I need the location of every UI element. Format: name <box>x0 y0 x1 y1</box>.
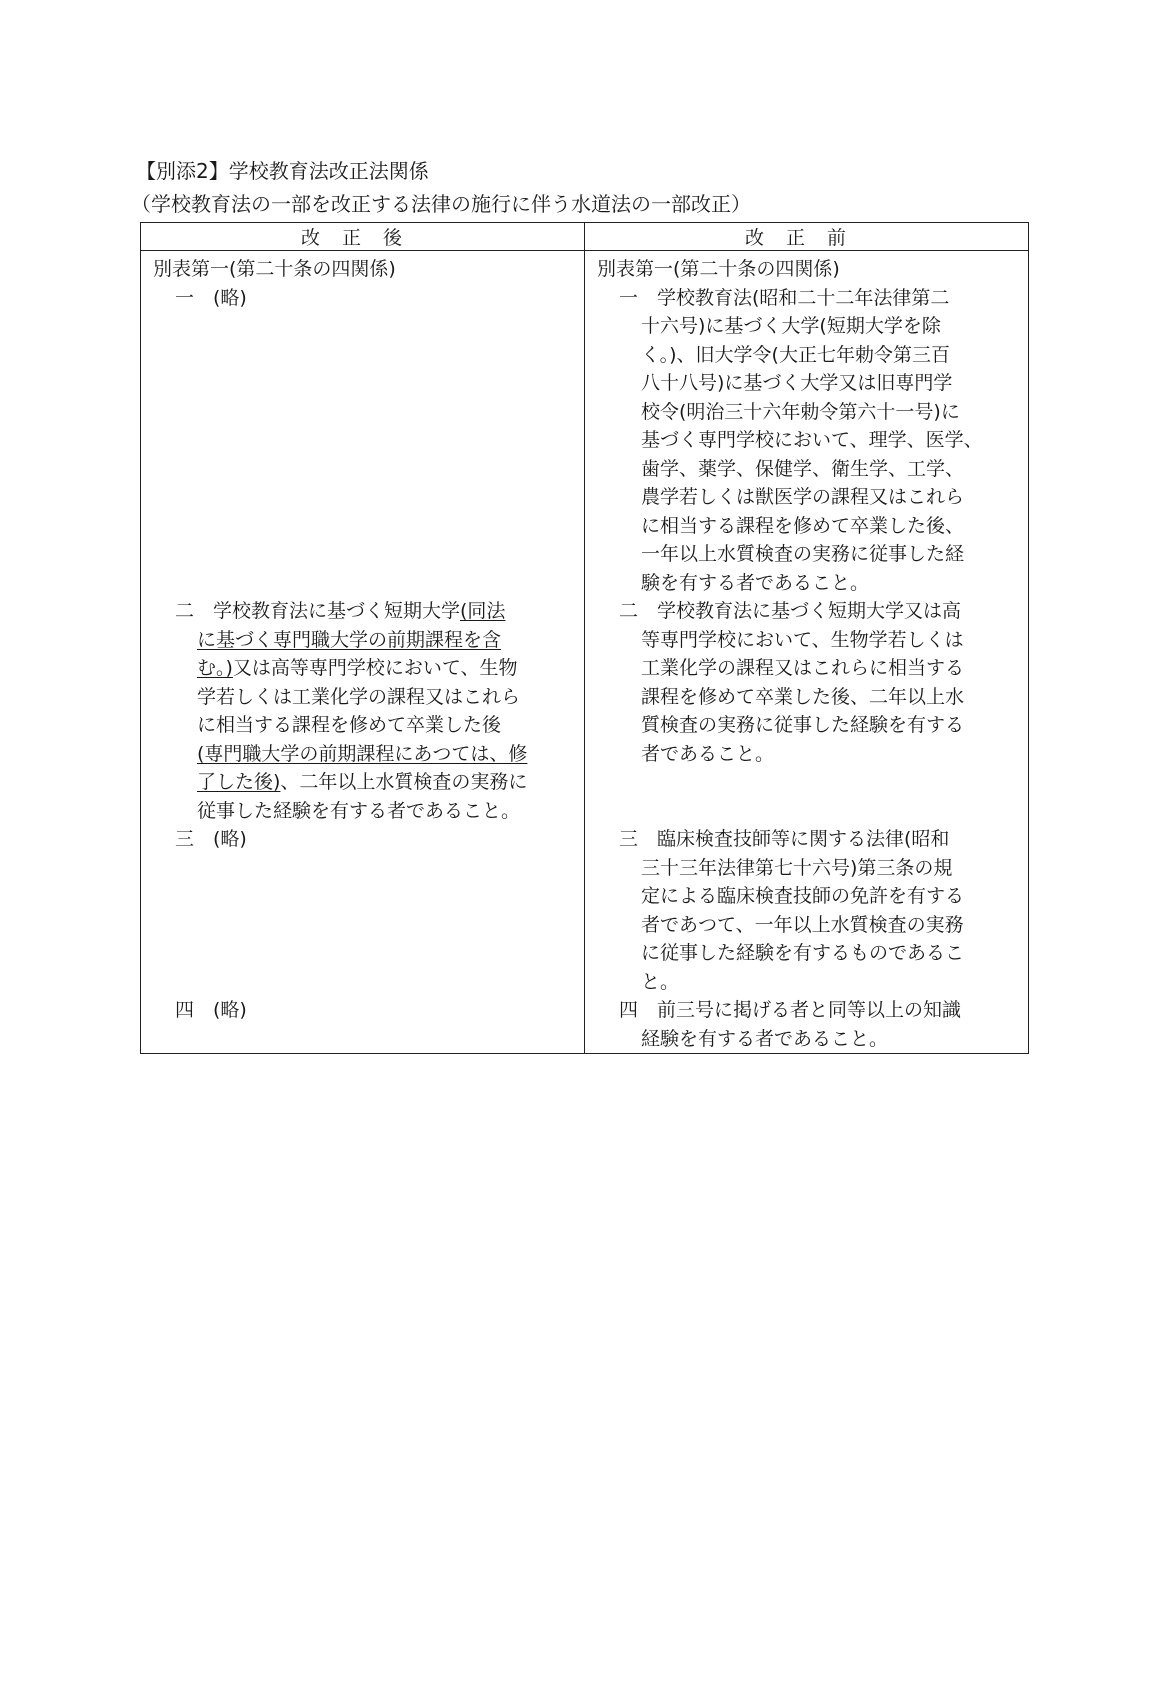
before-caption: 別表第一(第二十条の四関係) <box>597 258 840 280</box>
amended-text: (同法 <box>460 600 506 622</box>
after-item-2: 二 学校教育法に基づく短期大学(同法 に基づく専門職大学の前期課程を含 む。)又は高等専門学校において、生物 学若しくは工業化学の課程又はこれら に相当する課程を修めて卒業した後 (専門職大学の前期課程にあつては、修 了した後)、二年以上水質検査の実務に 従事した経験を有する者であること。 <box>175 600 528 822</box>
before-column <box>585 251 1029 1054</box>
amended-text: む。) <box>197 657 233 679</box>
table-body-row <box>141 251 1029 1054</box>
amended-text: 了した後) <box>197 771 281 793</box>
after-item-3: 三 (略) <box>175 828 247 850</box>
amended-text: (専門職大学の前期課程にあつては、修 <box>197 742 528 765</box>
column-header-after: 改正後 <box>141 223 585 251</box>
before-item-1: 一 学校教育法(昭和二十二年法律第二 十六号)に基づく大学(短期大学を除 く。)、旧大学令(大正七年勅令第三百 八十八号)に基づく大学又は旧専門学 校令(明治三十六年勅令第六十一号)に 基づく専門学校において、理学、医学、 歯学、薬学、保健学、衛生学、工学、 農学若しくは獣医学の課程又はこれら に相当する課程を修めて卒業した後、 一年以上水質検査の実務に従事した経 験を有する者であること。 <box>619 286 983 594</box>
comparison-table <box>140 222 1029 1054</box>
before-item-2: 二 学校教育法に基づく短期大学又は高 等専門学校において、生物学若しくは 工業化学の課程又はこれらに相当する 課程を修めて卒業した後、二年以上水 質検査の実務に従事した経験を有する 者であること。 <box>619 600 965 765</box>
after-item-4: 四 (略) <box>175 999 247 1021</box>
table-header-row <box>141 223 1029 251</box>
document-subtitle: （学校教育法の一部を改正する法律の施行に伴う水道法の一部改正） <box>131 192 751 216</box>
after-caption: 別表第一(第二十条の四関係) <box>153 258 396 280</box>
before-item-3: 三 臨床検査技師等に関する法律(昭和 三十三年法律第七十六号)第三条の規 定による臨床検査技師の免許を有する 者であつて、一年以上水質検査の実務 に従事した経験を有するものであるこ と。 <box>619 828 965 993</box>
after-item-1: 一 (略) <box>175 286 247 309</box>
column-header-before: 改正前 <box>585 223 1029 251</box>
after-column <box>141 251 585 1054</box>
amended-text: に基づく専門職大学の前期課程を含 <box>197 628 502 651</box>
before-item-4: 四 前三号に掲げる者と同等以上の知識 経験を有する者であること。 <box>619 999 962 1050</box>
document-title: 【別添2】学校教育法改正法関係 <box>136 159 429 183</box>
